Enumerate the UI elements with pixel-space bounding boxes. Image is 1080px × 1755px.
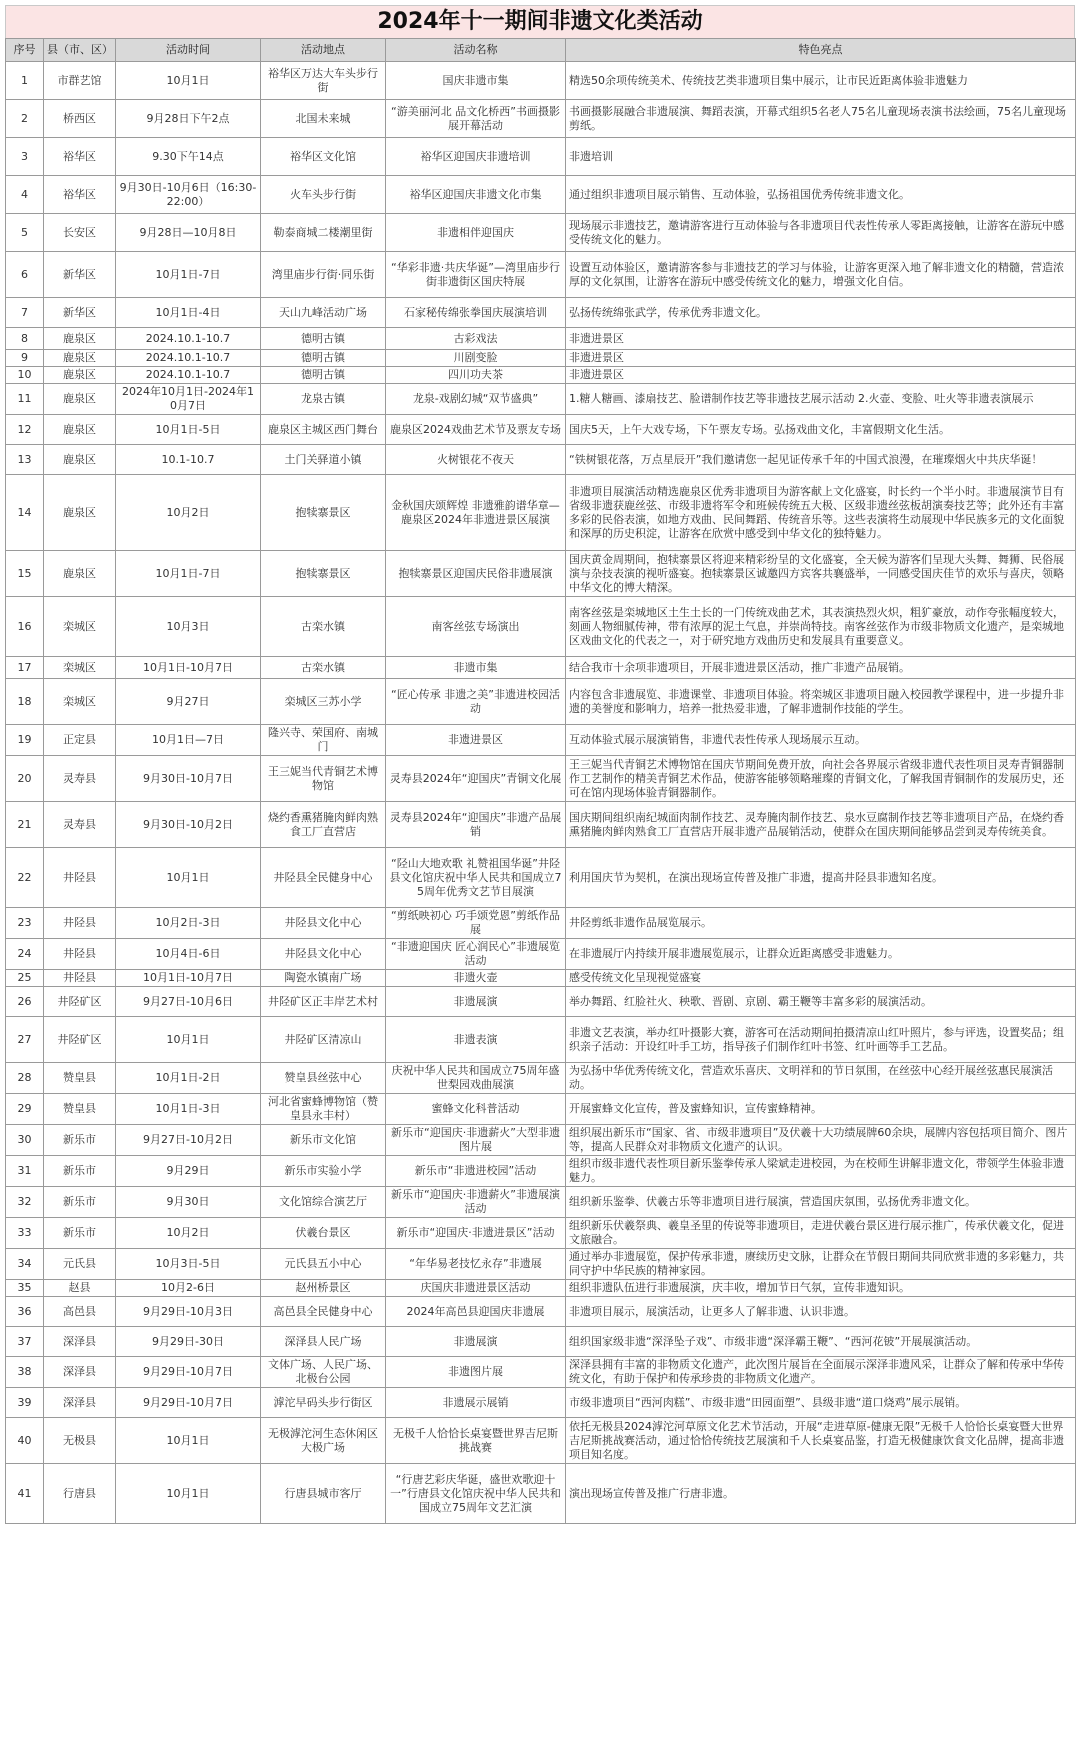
header-location: 活动地点 [261,39,386,62]
table-row [6,908,1076,939]
cell-index: 35 [6,1280,44,1297]
cell-activity-name: 裕华区迎国庆非遗培训 [386,138,566,176]
table-row [6,1357,1076,1388]
table-row [6,176,1076,214]
cell-time: 10月1日 [116,1017,261,1063]
cell-highlights: 组织展出新乐市“国家、省、市级非遗项目”及伏羲十大功绩展牌60余块，展牌内容包括项目简介、图片等，提高人民群众对非物质文化遗产的认识。 [566,1125,1076,1156]
cell-location: 井陉矿区正丰岸艺术村 [261,987,386,1017]
cell-index: 23 [6,908,44,939]
cell-location: 无极滹沱河生态休闲区大极广场 [261,1418,386,1464]
table-row [6,138,1076,176]
cell-location: 天山九峰活动广场 [261,298,386,328]
cell-county: 栾城区 [44,679,116,725]
cell-index: 19 [6,725,44,756]
cell-county: 深泽县 [44,1327,116,1357]
table-row [6,1418,1076,1464]
cell-location: 古栾水镇 [261,657,386,679]
cell-highlights: 非遗进景区 [566,367,1076,384]
table-row [6,802,1076,848]
cell-index: 5 [6,214,44,252]
cell-highlights: 弘扬传统绵张武学，传承优秀非遗文化。 [566,298,1076,328]
cell-time: 10月1日-7日 [116,551,261,597]
cell-index: 39 [6,1388,44,1418]
cell-county: 鹿泉区 [44,445,116,475]
table-row [6,1125,1076,1156]
cell-county: 井陉矿区 [44,1017,116,1063]
table-row [6,679,1076,725]
cell-location: 龙泉古镇 [261,384,386,415]
cell-highlights: 举办舞蹈、红脸社火、秧歌、晋剧、京剧、霸王鞭等丰富多彩的展演活动。 [566,987,1076,1017]
cell-activity-name: 非遗相伴迎国庆 [386,214,566,252]
cell-activity-name: 非遗展示展销 [386,1388,566,1418]
table-body [6,62,1076,1524]
header-county: 县（市、区） [44,39,116,62]
cell-highlights: 组织市级非遗代表性项目新乐鉴拳传承人梁斌走进校园，为在校师生讲解非遗文化，带领学生体验非遗魅力。 [566,1156,1076,1187]
table-row [6,1388,1076,1418]
cell-location: 深泽县人民广场 [261,1327,386,1357]
cell-activity-name: 非遗火壶 [386,970,566,987]
cell-county: 深泽县 [44,1357,116,1388]
cell-index: 41 [6,1464,44,1524]
cell-location: 裕华区文化馆 [261,138,386,176]
cell-county: 赵县 [44,1280,116,1297]
cell-time: 10月1日-2日 [116,1063,261,1094]
table-row [6,384,1076,415]
cell-index: 11 [6,384,44,415]
cell-location: 井陉县全民健身中心 [261,848,386,908]
cell-index: 9 [6,350,44,367]
cell-county: 深泽县 [44,1388,116,1418]
cell-county: 栾城区 [44,657,116,679]
cell-activity-name: 庆祝中华人民共和国成立75周年盛世梨园戏曲展演 [386,1063,566,1094]
cell-highlights: 开展蜜蜂文化宣传，普及蜜蜂知识，宣传蜜蜂精神。 [566,1094,1076,1125]
cell-activity-name: 灵寿县2024年“迎国庆”非遗产品展销 [386,802,566,848]
cell-time: 9月29日-10月7日 [116,1357,261,1388]
header-activity-name: 活动名称 [386,39,566,62]
cell-activity-name: 2024年高邑县迎国庆非遗展 [386,1297,566,1327]
activity-sheet [5,5,1075,1524]
cell-county: 鹿泉区 [44,350,116,367]
cell-time: 10月1日 [116,62,261,100]
cell-location: 新乐市文化馆 [261,1125,386,1156]
cell-county: 行唐县 [44,1464,116,1524]
cell-activity-name: 庆国庆非遗进景区活动 [386,1280,566,1297]
cell-county: 灵寿县 [44,756,116,802]
cell-index: 18 [6,679,44,725]
cell-location: 火车头步行街 [261,176,386,214]
table-row [6,1218,1076,1249]
cell-highlights: 感受传统文化呈现视觉盛宴 [566,970,1076,987]
cell-highlights: “铁树银花落，万点星辰开”我们邀请您一起见证传承千年的中国式浪漫，在璀璨烟火中共庆华诞！ [566,445,1076,475]
cell-time: 10月1日-10月7日 [116,657,261,679]
cell-activity-name: “年华易老技忆永存”非遗展 [386,1249,566,1280]
cell-location: 德明古镇 [261,350,386,367]
cell-time: 10月3日-5日 [116,1249,261,1280]
cell-activity-name: 川剧变脸 [386,350,566,367]
cell-index: 8 [6,328,44,350]
cell-index: 14 [6,475,44,551]
cell-activity-name: 非遗市集 [386,657,566,679]
cell-county: 新华区 [44,298,116,328]
cell-highlights: 国庆期间组织南纪城面肉制作技艺、灵寿腌肉制作技艺、泉水豆腐制作技艺等非遗项目产品，在烧约香熏猪腌肉鲜肉熟食工厂直营店开展非遗产品展销活动，使群众在国庆期间能够品尝到灵寿传统美食。 [566,802,1076,848]
cell-time: 9月27日-10月2日 [116,1125,261,1156]
table-row [6,1063,1076,1094]
cell-activity-name: 古彩戏法 [386,328,566,350]
cell-time: 10月2日 [116,475,261,551]
cell-location: 隆兴寺、荣国府、南城门 [261,725,386,756]
cell-index: 33 [6,1218,44,1249]
cell-index: 36 [6,1297,44,1327]
cell-highlights: 国庆黄金周期间，抱犊寨景区将迎来精彩纷呈的文化盛宴，全天候为游客们呈现大头舞、舞狮、民俗展演与杂技表演的视听盛宴。抱犊寨景区诚邀四方宾客共襄盛举，一同感受国庆佳节的欢乐与喜庆，领略中华文化的博大精深。 [566,551,1076,597]
cell-index: 29 [6,1094,44,1125]
table-row [6,1156,1076,1187]
cell-time: 2024.10.1-10.7 [116,367,261,384]
table-row [6,848,1076,908]
cell-time: 10月1日 [116,848,261,908]
cell-index: 25 [6,970,44,987]
cell-county: 元氏县 [44,1249,116,1280]
table-row [6,987,1076,1017]
cell-county: 井陉县 [44,970,116,987]
table-row [6,350,1076,367]
cell-county: 鹿泉区 [44,475,116,551]
cell-highlights: 结合我市十余项非遗项目，开展非遗进景区活动，推广非遗产品展销。 [566,657,1076,679]
cell-county: 正定县 [44,725,116,756]
table-row [6,1249,1076,1280]
cell-index: 7 [6,298,44,328]
cell-highlights: 内容包含非遗展览、非遗课堂、非遗项目体验。将栾城区非遗项目融入校园教学课程中，进一步提升非遗的美誉度和影响力，培养一批热爱非遗，了解非遗制作技能的学生。 [566,679,1076,725]
cell-county: 高邑县 [44,1297,116,1327]
cell-index: 12 [6,415,44,445]
table-row [6,1297,1076,1327]
cell-highlights: 精选50余项传统美术、传统技艺类非遗项目集中展示，让市民近距离体验非遗魅力 [566,62,1076,100]
cell-time: 10月2日-3日 [116,908,261,939]
cell-county: 赞皇县 [44,1094,116,1125]
cell-index: 28 [6,1063,44,1094]
cell-highlights: 现场展示非遗技艺，邀请游客进行互动体验与各非遗项目代表性传承人零距离接触，让游客在游玩中感受传统文化的魅力。 [566,214,1076,252]
cell-index: 32 [6,1187,44,1218]
cell-location: 古栾水镇 [261,597,386,657]
cell-activity-name: 灵寿县2024年“迎国庆”青铜文化展 [386,756,566,802]
cell-time: 10月1日-4日 [116,298,261,328]
cell-activity-name: 非遗进景区 [386,725,566,756]
cell-location: 伏羲台景区 [261,1218,386,1249]
cell-county: 桥西区 [44,100,116,138]
cell-highlights: 非遗项目展示，展演活动，让更多人了解非遗、认识非遗。 [566,1297,1076,1327]
table-row [6,551,1076,597]
table-row [6,1094,1076,1125]
cell-highlights: 通过组织非遗项目展示销售、互动体验，弘扬祖国优秀传统非遗文化。 [566,176,1076,214]
cell-time: 9月29日-10月3日 [116,1297,261,1327]
cell-index: 3 [6,138,44,176]
cell-index: 24 [6,939,44,970]
cell-location: 文化馆综合演艺厅 [261,1187,386,1218]
table-row [6,214,1076,252]
cell-time: 10月4日-6日 [116,939,261,970]
cell-index: 31 [6,1156,44,1187]
cell-location: 河北省蜜蜂博物馆（赞皇县永丰村） [261,1094,386,1125]
cell-location: 滹沱早码头步行街区 [261,1388,386,1418]
header-time: 活动时间 [116,39,261,62]
activity-table [5,38,1076,1524]
cell-index: 17 [6,657,44,679]
cell-location: 赵州桥景区 [261,1280,386,1297]
cell-location: 鹿泉区主城区西门舞台 [261,415,386,445]
cell-highlights: 非遗文艺表演，举办红叶摄影大赛，游客可在活动期间拍摄清凉山红叶照片，参与评选，设置奖品；组织亲子活动：开设红叶手工坊，指导孩子们制作红叶书签、红叶画等手工艺品。 [566,1017,1076,1063]
cell-time: 9月28日—10月8日 [116,214,261,252]
cell-time: 9月30日-10月6日（16:30-22:00） [116,176,261,214]
header-row [6,39,1076,62]
cell-time: 9月30日 [116,1187,261,1218]
cell-time: 10月1日-10月7日 [116,970,261,987]
cell-activity-name: 非遗图片展 [386,1357,566,1388]
table-row [6,725,1076,756]
cell-time: 10.1-10.7 [116,445,261,475]
cell-time: 10月3日 [116,597,261,657]
cell-county: 灵寿县 [44,802,116,848]
cell-highlights: 依托无极县2024滹沱河草原文化艺术节活动，开展“走进草原-健康无限”无极千人恰恰长桌宴暨大世界吉尼斯挑战赛活动，通过恰恰传统技艺展演和千人长桌宴品鉴，打造无极健康饮食文化品牌，提高非遗项目知名度。 [566,1418,1076,1464]
cell-county: 鹿泉区 [44,367,116,384]
cell-time: 2024.10.1-10.7 [116,350,261,367]
table-row [6,970,1076,987]
table-row [6,298,1076,328]
table-row [6,475,1076,551]
cell-highlights: 为弘扬中华优秀传统文化，营造欢乐喜庆、文明祥和的节日氛围，在丝弦中心经开展丝弦惠民展演活动。 [566,1063,1076,1094]
cell-location: 北国未来城 [261,100,386,138]
cell-activity-name: 四川功夫茶 [386,367,566,384]
cell-activity-name: “剪纸映初心 巧手颂党恩”剪纸作品展 [386,908,566,939]
header-highlights: 特色亮点 [566,39,1076,62]
cell-time: 10月1日-7日 [116,252,261,298]
cell-activity-name: 非遗展演 [386,987,566,1017]
cell-activity-name: “华彩非遗·共庆华诞”—湾里庙步行街非遗街区国庆特展 [386,252,566,298]
cell-highlights: 市级非遗项目“西河肉糕”、市级非遗“田园面塑”、县级非遗“道口烧鸡”展示展销。 [566,1388,1076,1418]
cell-location: 井陉矿区清凉山 [261,1017,386,1063]
cell-county: 裕华区 [44,176,116,214]
cell-index: 1 [6,62,44,100]
cell-highlights: 王三妮当代青铜艺术博物馆在国庆节期间免费开放，向社会各界展示省级非遗代表性项目灵寿青铜器制作工艺制作的精美青铜艺术作品，使游客能够领略璀璨的青铜文化，了解我国青铜制作的发展历史，还可在馆内现场体验青铜器制作。 [566,756,1076,802]
cell-activity-name: 石家秘传绵张拳国庆展演培训 [386,298,566,328]
table-row [6,252,1076,298]
table-row [6,1464,1076,1524]
cell-index: 13 [6,445,44,475]
cell-time: 2024年10月1日-2024年10月7日 [116,384,261,415]
cell-time: 9月29日-10月7日 [116,1388,261,1418]
table-row [6,657,1076,679]
cell-time: 10月1日—7日 [116,725,261,756]
table-row [6,1187,1076,1218]
cell-location: 高邑县全民健身中心 [261,1297,386,1327]
table-row [6,597,1076,657]
cell-index: 27 [6,1017,44,1063]
cell-index: 4 [6,176,44,214]
cell-time: 2024.10.1-10.7 [116,328,261,350]
cell-highlights: 井陉剪纸非遗作品展览展示。 [566,908,1076,939]
cell-location: 赞皇县丝弦中心 [261,1063,386,1094]
cell-county: 井陉县 [44,908,116,939]
cell-county: 井陉县 [44,939,116,970]
cell-highlights: 组织新乐鉴拳、伏羲古乐等非遗项目进行展演，营造国庆氛围，弘扬优秀非遗文化。 [566,1187,1076,1218]
cell-county: 井陉县 [44,848,116,908]
cell-location: 元氏县五小中心 [261,1249,386,1280]
cell-index: 21 [6,802,44,848]
cell-index: 30 [6,1125,44,1156]
cell-index: 20 [6,756,44,802]
header-index: 序号 [6,39,44,62]
cell-highlights: 组织国家级非遗“深泽坠子戏”、市级非遗“深泽霸王鞭”、“西河花铍”开展展演活动。 [566,1327,1076,1357]
cell-index: 15 [6,551,44,597]
cell-activity-name: 新乐市“迎国庆·非遗进景区”活动 [386,1218,566,1249]
cell-highlights: 非遗项目展演活动精选鹿泉区优秀非遗项目为游客献上文化盛宴，时长约一个半小时。非遗展演节目有省级非遗获鹿丝弦、市级非遗将军令和班候传统五大极、区级非遗丝弦板胡演奏技艺等；此外还有丰富多彩的民俗表演，如地方戏曲、民间舞蹈、传统音乐等。这些表演将生动展现中华民族多元的文化面貌和深厚的历史积淀，让游客在欣赏中感受到中华文化的独特魅力。 [566,475,1076,551]
cell-activity-name: 非遗展演 [386,1327,566,1357]
cell-activity-name: “匠心传承 非遗之美”非遗进校园活动 [386,679,566,725]
cell-highlights: 通过举办非遗展览，保护传承非遗，赓续历史文脉，让群众在节假日期间共同欣赏非遗的多彩魅力，共同守护中华民族的精神家园。 [566,1249,1076,1280]
cell-activity-name: 无极千人恰恰长桌宴暨世界吉尼斯挑战赛 [386,1418,566,1464]
cell-location: 井陉县文化中心 [261,908,386,939]
cell-time: 9月30日-10月2日 [116,802,261,848]
cell-activity-name: 火树银花不夜天 [386,445,566,475]
cell-county: 裕华区 [44,138,116,176]
cell-time: 9月28日下午2点 [116,100,261,138]
table-row [6,939,1076,970]
cell-location: 王三妮当代青铜艺术博物馆 [261,756,386,802]
cell-index: 26 [6,987,44,1017]
table-row [6,328,1076,350]
cell-location: 行唐县城市客厅 [261,1464,386,1524]
cell-activity-name: “游美丽河北 品文化桥西”书画摄影展开幕活动 [386,100,566,138]
cell-index: 2 [6,100,44,138]
cell-county: 鹿泉区 [44,551,116,597]
cell-time: 10月1日 [116,1418,261,1464]
cell-highlights: 南客丝弦是栾城地区土生土长的一门传统戏曲艺术，其表演热烈火炽，粗犷豪放，动作夸张幅度较大，刻画人物细腻传神，带有浓厚的泥土气息，并崇尚特技。南客丝弦作为市级非物质文化遗产，是栾城地区戏曲文化的代表之一，对于研究地方戏曲历史和发展具有重要意义。 [566,597,1076,657]
cell-county: 鹿泉区 [44,384,116,415]
cell-time: 9.30下午14点 [116,138,261,176]
cell-index: 38 [6,1357,44,1388]
cell-county: 新华区 [44,252,116,298]
cell-location: 新乐市实验小学 [261,1156,386,1187]
cell-index: 37 [6,1327,44,1357]
cell-highlights: 深泽县拥有丰富的非物质文化遗产，此次图片展旨在全面展示深泽非遗风采，让群众了解和传承中华传统文化，有助于保护和传承珍贵的非物质文化遗产。 [566,1357,1076,1388]
cell-activity-name: 新乐市“非遗进校园”活动 [386,1156,566,1187]
table-row [6,445,1076,475]
cell-activity-name: 裕华区迎国庆非遗文化市集 [386,176,566,214]
cell-activity-name: “非遗迎国庆 匠心润民心”非遗展览活动 [386,939,566,970]
cell-time: 10月2日 [116,1218,261,1249]
cell-time: 10月1日-3日 [116,1094,261,1125]
cell-time: 9月27日 [116,679,261,725]
cell-highlights: 国庆5天，上午大戏专场，下午票友专场。弘扬戏曲文化，丰富假期文化生活。 [566,415,1076,445]
table-row [6,756,1076,802]
cell-time: 10月1日-5日 [116,415,261,445]
cell-highlights: 互动体验式展示展演销售，非遗代表性传承人现场展示互动。 [566,725,1076,756]
cell-location: 德明古镇 [261,367,386,384]
cell-activity-name: 蜜蜂文化科普活动 [386,1094,566,1125]
cell-location: 土门关驿道小镇 [261,445,386,475]
cell-activity-name: 非遗表演 [386,1017,566,1063]
cell-county: 鹿泉区 [44,328,116,350]
cell-activity-name: 金秋国庆颂辉煌 非遗雅韵谱华章—鹿泉区2024年非遗进景区展演 [386,475,566,551]
cell-county: 新乐市 [44,1125,116,1156]
table-row [6,62,1076,100]
cell-activity-name: 鹿泉区2024戏曲艺术节及票友专场 [386,415,566,445]
cell-county: 市群艺馆 [44,62,116,100]
table-row [6,415,1076,445]
cell-location: 裕华区万达大车头步行街 [261,62,386,100]
cell-county: 鹿泉区 [44,415,116,445]
cell-activity-name: 南客丝弦专场演出 [386,597,566,657]
cell-county: 井陉矿区 [44,987,116,1017]
page-title: 2024年十一期间非遗文化类活动 [5,5,1075,38]
cell-time: 9月29日 [116,1156,261,1187]
cell-activity-name: 抱犊寨景区迎国庆民俗非遗展演 [386,551,566,597]
cell-activity-name: 新乐市“迎国庆·非遗薪火”大型非遗图片展 [386,1125,566,1156]
cell-county: 新乐市 [44,1156,116,1187]
cell-activity-name: 新乐市“迎国庆·非遗薪火”非遗展演活动 [386,1187,566,1218]
cell-index: 6 [6,252,44,298]
cell-location: 井陉县文化中心 [261,939,386,970]
cell-time: 10月2-6日 [116,1280,261,1297]
cell-highlights: 利用国庆节为契机，在演出现场宣传普及推广非遗，提高井陉县非遗知名度。 [566,848,1076,908]
cell-highlights: 书画摄影展融合非遗展演、舞蹈表演，开幕式组织5名老人75名儿童现场表演书法绘画，75名儿童现场剪纸。 [566,100,1076,138]
cell-location: 烧约香熏猪腌肉鲜肉熟食工厂直营店 [261,802,386,848]
cell-county: 新乐市 [44,1187,116,1218]
cell-location: 德明古镇 [261,328,386,350]
cell-activity-name: “行唐艺彩庆华诞，盛世欢歌迎十一”行唐县文化馆庆祝中华人民共和国成立75周年文艺汇演 [386,1464,566,1524]
table-row [6,1327,1076,1357]
cell-index: 10 [6,367,44,384]
cell-time: 9月27日-10月6日 [116,987,261,1017]
cell-highlights: 组织非遗队伍进行非遗展演，庆丰收，增加节日气氛，宣传非遗知识。 [566,1280,1076,1297]
cell-location: 抱犊寨景区 [261,475,386,551]
cell-index: 40 [6,1418,44,1464]
table-row [6,367,1076,384]
cell-location: 勒泰商城二楼潮里街 [261,214,386,252]
cell-location: 陶瓷水镇南广场 [261,970,386,987]
cell-location: 湾里庙步行街·同乐街 [261,252,386,298]
cell-county: 新乐市 [44,1218,116,1249]
cell-county: 长安区 [44,214,116,252]
cell-highlights: 演出现场宣传普及推广行唐非遗。 [566,1464,1076,1524]
cell-activity-name: 国庆非遗市集 [386,62,566,100]
cell-county: 无极县 [44,1418,116,1464]
table-row [6,1017,1076,1063]
cell-county: 栾城区 [44,597,116,657]
cell-index: 34 [6,1249,44,1280]
cell-location: 文体广场、人民广场、北极台公园 [261,1357,386,1388]
cell-time: 10月1日 [116,1464,261,1524]
cell-highlights: 非遗进景区 [566,328,1076,350]
cell-index: 16 [6,597,44,657]
cell-highlights: 非遗培训 [566,138,1076,176]
cell-highlights: 1.糖人糖画、漆扇技艺、脸谱制作技艺等非遗技艺展示活动 2.火壶、变脸、吐火等非遗表演展示 [566,384,1076,415]
cell-highlights: 设置互动体验区，邀请游客参与非遗技艺的学习与体验，让游客更深入地了解非遗文化的精髓，营造浓厚的文化氛围，让游客在游玩中感受传统文化的魅力，增强文化自信。 [566,252,1076,298]
cell-location: 抱犊寨景区 [261,551,386,597]
cell-location: 栾城区三苏小学 [261,679,386,725]
cell-time: 9月30日-10月7日 [116,756,261,802]
cell-index: 22 [6,848,44,908]
table-row [6,100,1076,138]
cell-activity-name: “陉山大地欢歌 礼赞祖国华诞”井陉县文化馆庆祝中华人民共和国成立75周年优秀文艺节目展演 [386,848,566,908]
cell-activity-name: 龙泉-戏剧幻城“双节盛典” [386,384,566,415]
cell-highlights: 在非遗展厅内持续开展非遗展览展示，让群众近距离感受非遗魅力。 [566,939,1076,970]
cell-time: 9月29日-30日 [116,1327,261,1357]
table-row [6,1280,1076,1297]
cell-county: 赞皇县 [44,1063,116,1094]
cell-highlights: 非遗进景区 [566,350,1076,367]
cell-highlights: 组织新乐伏羲祭典、羲皇圣里的传说等非遗项目，走进伏羲台景区进行展示推广，传承伏羲文化，促进文旅融合。 [566,1218,1076,1249]
